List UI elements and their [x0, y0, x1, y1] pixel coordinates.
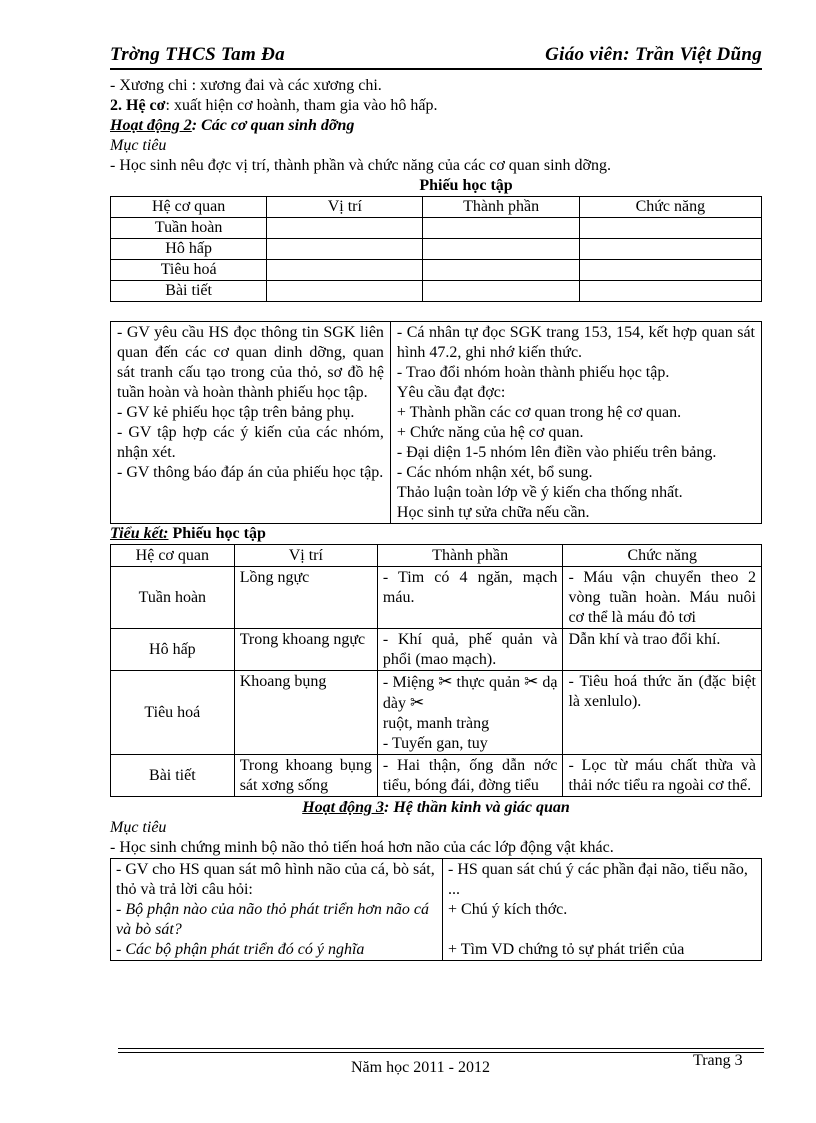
function-cell: - Máu vận chuyển theo 2 vòng tuần hoàn. Máu nuôi cơ thể là máu đỏ tơi [563, 567, 762, 629]
intro-line-1: - Xương chi : xương đai và các xương chi. [110, 77, 382, 94]
footer-rule [118, 1048, 764, 1049]
activity2-heading [110, 116, 762, 136]
activity2-title: : Các cơ quan sinh dỡng [191, 117, 355, 134]
col-header: Hệ cơ quan [111, 197, 267, 218]
student-step: - Các nhóm nhận xét, bổ sung. [396, 464, 593, 481]
table-header-row [111, 197, 762, 218]
muscle-heading: 2. Hệ cơ [110, 97, 166, 114]
student-column [443, 859, 762, 961]
teacher-question: - Bộ phận nào của não thỏ phát triển hơn não cá và bò sát? [116, 901, 429, 938]
system-cell: Hô hấp [111, 629, 235, 671]
teacher-step: - GV yêu cầu HS đọc thông tin SGK liên quan đến các cơ quan dinh dỡng, quan sát tranh cấu tạo trong của thỏ, sơ đồ hệ tuần hoàn và hoàn thành phiếu học tập. [117, 324, 384, 401]
system-cell: Tuần hoàn [111, 218, 267, 239]
col-header: Vị trí [234, 545, 377, 567]
table-row [111, 239, 762, 260]
arrow-icon: ✂ [524, 672, 539, 691]
teacher-step: - GV tập hợp các ý kiến của các nhóm, nhận xét. [117, 424, 384, 461]
worksheet1-table [110, 196, 762, 302]
student-step: + Chức năng của hệ cơ quan. [396, 424, 584, 441]
col-header: Thành phần [377, 545, 563, 567]
component-stomach: dạ dày [382, 674, 558, 712]
table-row [111, 671, 762, 755]
muscle-text: : xuất hiện cơ hoành, tham gia vào hô hấp. [165, 97, 438, 114]
student-step: + Tìm VD chứng tỏ sự phát triển của [448, 941, 685, 958]
function-cell: - Tiêu hoá thức ăn (đặc biệt là xenlulo). [563, 671, 762, 755]
system-cell: Bài tiết [111, 281, 267, 302]
footer-rule [118, 1052, 764, 1053]
component-mouth: - Miệng [382, 674, 435, 691]
activity3-heading [110, 798, 762, 818]
table-row [111, 260, 762, 281]
activity2-objective-label: Mục tiêu [110, 137, 167, 154]
function-cell: Dẫn khí và trao đổi khí. [563, 629, 762, 671]
teacher-question: - Các bộ phận phát triển đó có ý nghĩa [116, 941, 365, 958]
table-row [111, 322, 762, 524]
table-row [111, 859, 762, 961]
position-cell: Trong khoang ngực [234, 629, 377, 671]
student-step: - HS quan sát chú ý các phần đại não, tiểu não, ... [448, 861, 748, 898]
activity3-objective-label: Mục tiêu [110, 819, 167, 836]
activity2-label: Hoạt động 2 [110, 117, 192, 134]
student-column [390, 322, 761, 524]
page-header [110, 40, 762, 70]
col-header: Chức năng [579, 197, 761, 218]
system-cell: Tuần hoàn [111, 567, 235, 629]
activity2-objective-text: - Học sinh nêu đợc vị trí, thành phần và chức năng của các cơ quan sinh dỡng. [110, 157, 612, 174]
intro-line-2 [110, 96, 762, 116]
system-cell: Bài tiết [111, 755, 235, 797]
student-step: Học sinh tự sửa chữa nếu cần. [396, 504, 590, 521]
table-header-row [111, 545, 762, 567]
student-step: + Thành phần các cơ quan trong hệ cơ quan. [396, 404, 682, 421]
school-year: Năm học 2011 - 2012 [351, 1059, 490, 1076]
summary-title: Phiếu học tập [168, 525, 266, 542]
system-cell: Tiêu hoá [111, 671, 235, 755]
system-cell: Tiêu hoá [111, 260, 267, 281]
student-step: - Cá nhân tự đọc SGK trang 153, 154, kết hợp quan sát hình 47.2, ghi nhớ kiến thức. [396, 324, 755, 361]
col-header: Chức năng [563, 545, 762, 567]
teacher-step: - GV kẻ phiếu học tập trên bảng phụ. [117, 404, 355, 421]
teacher-step: - GV thông báo đáp án của phiếu học tập. [117, 464, 384, 481]
table-row [111, 629, 762, 671]
student-step: - Đại diện 1-5 nhóm lên điền vào phiếu trên bảng. [396, 444, 717, 461]
table-row [111, 281, 762, 302]
col-header: Hệ cơ quan [111, 545, 235, 567]
teacher-column [111, 859, 443, 961]
summary-heading [110, 524, 762, 544]
activity3-objective-text: - Học sinh chứng minh bộ não thỏ tiến hoá hơn não của các lớp động vật khác. [110, 839, 614, 856]
col-header: Thành phần [423, 197, 579, 218]
table-row [111, 755, 762, 797]
teacher-step: - GV cho HS quan sát mô hình não của cá, bò sát, thỏ và trả lời câu hỏi: [116, 861, 435, 898]
components-cell: - Khí quả, phế quản và phổi (mao mạch). [377, 629, 563, 671]
component-intestine: ruột, manh tràng [382, 715, 490, 732]
school-name: Trờng THCS Tam Đa [110, 44, 285, 65]
activity3-label: Hoạt động 3 [302, 799, 384, 816]
component-glands: - Tuyến gan, tuy [382, 735, 488, 752]
table-row [111, 567, 762, 629]
summary-label: Tiểu kết: [110, 525, 169, 542]
arrow-icon: ✂ [410, 693, 425, 712]
student-step: Yêu cầu đạt đợc: [396, 384, 506, 401]
function-cell: - Lọc từ máu chất thừa và thải nớc tiểu ra ngoài cơ thể. [563, 755, 762, 797]
summary-table [110, 544, 762, 797]
table-row [111, 218, 762, 239]
arrow-icon: ✂ [438, 672, 453, 691]
position-cell: Lồng ngực [234, 567, 377, 629]
position-cell: Khoang bụng [234, 671, 377, 755]
teacher-name: Giáo viên: Trần Việt Dũng [545, 44, 762, 65]
components-cell: - Hai thận, ống dẫn nớc tiểu, bóng đái, đờng tiểu [377, 755, 563, 797]
components-cell: - Tim có 4 ngăn, mạch máu. [377, 567, 563, 629]
activity3-title: : Hệ thần kinh và giác quan [383, 799, 570, 816]
document-page [110, 40, 762, 961]
activity2-table [110, 321, 762, 524]
system-cell: Hô hấp [111, 239, 267, 260]
col-header: Vị trí [267, 197, 423, 218]
component-esophagus: thực quản [456, 674, 521, 691]
teacher-column [111, 322, 391, 524]
activity3-table [110, 858, 762, 961]
student-step: + Chú ý kích thớc. [448, 901, 568, 918]
worksheet1-title: Phiếu học tập [419, 177, 513, 194]
position-cell: Trong khoang bụng sát xơng sống [234, 755, 377, 797]
student-step: Thảo luận toàn lớp về ý kiến cha thống nhất. [396, 484, 683, 501]
student-step: - Trao đổi nhóm hoàn thành phiếu học tập. [396, 364, 670, 381]
page-number: Trang 3 [693, 1052, 743, 1069]
components-cell [377, 671, 563, 755]
